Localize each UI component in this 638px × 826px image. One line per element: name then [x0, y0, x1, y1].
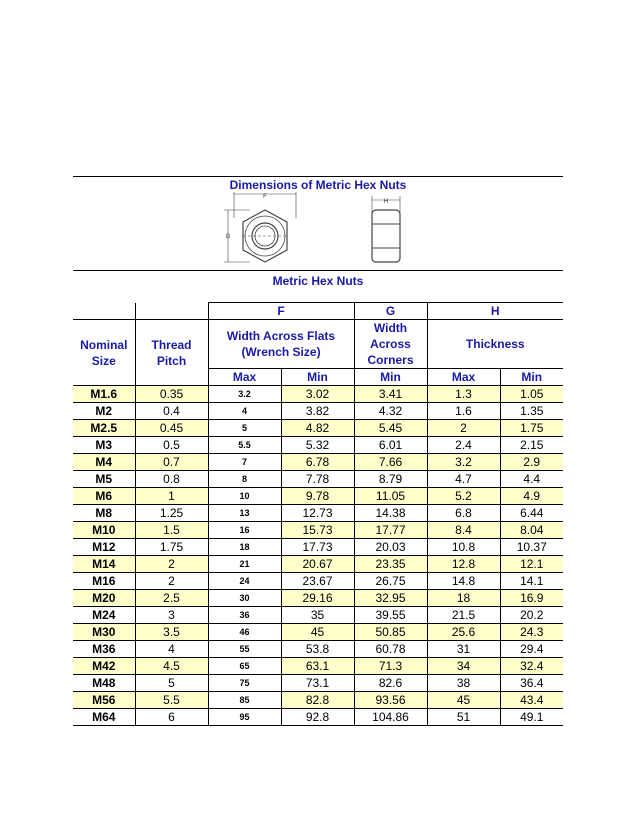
h-max-cell: 8.4 — [427, 522, 500, 539]
subtitle-rule — [73, 270, 563, 271]
size-cell: M16 — [73, 573, 135, 590]
pitch-cell: 0.45 — [135, 420, 208, 437]
size-cell: M3 — [73, 437, 135, 454]
h-min-cell: 8.04 — [500, 522, 563, 539]
f-min-cell: 35 — [281, 607, 354, 624]
table-row — [73, 386, 563, 403]
size-cell: M12 — [73, 539, 135, 556]
h-min-cell: 10.37 — [500, 539, 563, 556]
table-row — [73, 675, 563, 692]
table-row — [73, 437, 563, 454]
h-min-cell: 14.1 — [500, 573, 563, 590]
width-across-flats-header — [208, 320, 354, 369]
size-cell: M10 — [73, 522, 135, 539]
h-min-cell: 6.44 — [500, 505, 563, 522]
f-dimension-label: F — [263, 194, 267, 200]
table-row — [73, 692, 563, 709]
f-min-cell: 53.8 — [281, 641, 354, 658]
hex-nut-side-view — [372, 196, 400, 262]
h-min-cell: 4.4 — [500, 471, 563, 488]
pitch-cell: 3.5 — [135, 624, 208, 641]
f-max-cell: 13 — [208, 505, 281, 522]
size-cell: M20 — [73, 590, 135, 607]
g-min-cell: 7.66 — [354, 454, 427, 471]
h-min-header: Min — [500, 369, 563, 386]
g-min-cell: 71.3 — [354, 658, 427, 675]
g-min-cell: 4.32 — [354, 403, 427, 420]
size-cell: M42 — [73, 658, 135, 675]
h-min-cell: 32.4 — [500, 658, 563, 675]
g-min-cell: 26.75 — [354, 573, 427, 590]
table-row — [73, 522, 563, 539]
f-min-header: Min — [281, 369, 354, 386]
thread-pitch-header — [135, 320, 208, 386]
pitch-cell: 1.75 — [135, 539, 208, 556]
size-cell: M2.5 — [73, 420, 135, 437]
pitch-cell: 5.5 — [135, 692, 208, 709]
f-min-cell: 73.1 — [281, 675, 354, 692]
h-max-cell: 18 — [427, 590, 500, 607]
table-row — [73, 454, 563, 471]
thread-header-line2: Pitch — [156, 353, 187, 368]
nominal-header-line1: Nominal — [80, 337, 128, 352]
g-min-cell: 32.95 — [354, 590, 427, 607]
f-max-cell: 3.2 — [208, 386, 281, 403]
top-rule — [73, 176, 563, 177]
f-min-cell: 92.8 — [281, 709, 354, 726]
g-min-cell: 104.86 — [354, 709, 427, 726]
f-min-cell: 15.73 — [281, 522, 354, 539]
h-min-cell: 2.15 — [500, 437, 563, 454]
h-max-cell: 2.4 — [427, 437, 500, 454]
h-min-cell: 43.4 — [500, 692, 563, 709]
pitch-cell: 0.7 — [135, 454, 208, 471]
f-max-cell: 16 — [208, 522, 281, 539]
h-max-cell: 21.5 — [427, 607, 500, 624]
f-max-cell: 5.5 — [208, 437, 281, 454]
f-max-cell: 36 — [208, 607, 281, 624]
pitch-cell: 0.5 — [135, 437, 208, 454]
table-row — [73, 590, 563, 607]
hex-nut-diagram — [220, 192, 420, 268]
h-max-cell: 6.8 — [427, 505, 500, 522]
g-header-line2: Across — [370, 337, 411, 351]
column-group-h: H — [427, 303, 563, 320]
f-header-line1: Width Across Flats — [226, 329, 336, 343]
hex-nut-front-view — [224, 192, 296, 262]
f-header-line2: (Wrench Size) — [241, 345, 321, 359]
h-min-cell: 49.1 — [500, 709, 563, 726]
size-cell: M56 — [73, 692, 135, 709]
table-row — [73, 556, 563, 573]
h-max-cell: 25.6 — [427, 624, 500, 641]
pitch-cell: 0.8 — [135, 471, 208, 488]
f-max-cell: 65 — [208, 658, 281, 675]
pitch-cell: 5 — [135, 675, 208, 692]
f-min-cell: 45 — [281, 624, 354, 641]
g-min-cell: 39.55 — [354, 607, 427, 624]
h-max-cell: 51 — [427, 709, 500, 726]
h-max-cell: 3.2 — [427, 454, 500, 471]
h-min-cell: 2.9 — [500, 454, 563, 471]
g-min-cell: 8.79 — [354, 471, 427, 488]
size-cell: M2 — [73, 403, 135, 420]
f-max-cell: 30 — [208, 590, 281, 607]
f-min-cell: 23.67 — [281, 573, 354, 590]
h-min-cell: 1.35 — [500, 403, 563, 420]
column-group-g: G — [354, 303, 427, 320]
h-max-cell: 34 — [427, 658, 500, 675]
width-across-corners-header — [354, 320, 427, 369]
h-max-cell: 14.8 — [427, 573, 500, 590]
g-dimension-label: G — [225, 234, 231, 240]
size-cell: M64 — [73, 709, 135, 726]
g-min-cell: 11.05 — [354, 488, 427, 505]
h-min-cell: 29.4 — [500, 641, 563, 658]
g-min-cell: 50.85 — [354, 624, 427, 641]
size-cell: M48 — [73, 675, 135, 692]
h-min-cell: 24.3 — [500, 624, 563, 641]
pitch-cell: 6 — [135, 709, 208, 726]
f-min-cell: 9.78 — [281, 488, 354, 505]
size-cell: M36 — [73, 641, 135, 658]
h-min-cell: 16.9 — [500, 590, 563, 607]
f-max-cell: 95 — [208, 709, 281, 726]
size-cell: M5 — [73, 471, 135, 488]
g-min-cell: 3.41 — [354, 386, 427, 403]
g-min-cell: 23.35 — [354, 556, 427, 573]
size-cell: M24 — [73, 607, 135, 624]
table-row — [73, 658, 563, 675]
g-min-cell: 20.03 — [354, 539, 427, 556]
g-min-header: Min — [354, 369, 427, 386]
pitch-cell: 1 — [135, 488, 208, 505]
h-max-cell: 45 — [427, 692, 500, 709]
h-min-cell: 36.4 — [500, 675, 563, 692]
f-max-cell: 10 — [208, 488, 281, 505]
pitch-cell: 3 — [135, 607, 208, 624]
h-max-cell: 31 — [427, 641, 500, 658]
f-max-cell: 24 — [208, 573, 281, 590]
spacer-cell — [135, 303, 208, 320]
table-row — [73, 505, 563, 522]
f-max-cell: 8 — [208, 471, 281, 488]
f-min-cell: 12.73 — [281, 505, 354, 522]
f-max-header: Max — [208, 369, 281, 386]
table-row — [73, 471, 563, 488]
h-max-cell: 10.8 — [427, 539, 500, 556]
h-max-header: Max — [427, 369, 500, 386]
f-max-cell: 5 — [208, 420, 281, 437]
table-body — [73, 386, 563, 726]
f-max-cell: 21 — [208, 556, 281, 573]
g-min-cell: 5.45 — [354, 420, 427, 437]
h-min-cell: 20.2 — [500, 607, 563, 624]
f-max-cell: 7 — [208, 454, 281, 471]
f-min-cell: 3.82 — [281, 403, 354, 420]
size-cell: M8 — [73, 505, 135, 522]
f-min-cell: 17.73 — [281, 539, 354, 556]
page-title: Dimensions of Metric Hex Nuts — [229, 178, 407, 192]
f-min-cell: 5.32 — [281, 437, 354, 454]
pitch-cell: 4.5 — [135, 658, 208, 675]
f-min-cell: 7.78 — [281, 471, 354, 488]
f-max-cell: 85 — [208, 692, 281, 709]
h-max-cell: 5.2 — [427, 488, 500, 505]
nominal-header-line2: Size — [91, 353, 116, 368]
f-min-cell: 3.02 — [281, 386, 354, 403]
pitch-cell: 2 — [135, 573, 208, 590]
f-max-cell: 18 — [208, 539, 281, 556]
h-dimension-label: H — [383, 199, 389, 205]
h-max-cell: 2 — [427, 420, 500, 437]
h-min-cell: 1.75 — [500, 420, 563, 437]
table-row — [73, 403, 563, 420]
thickness-header: Thickness — [427, 320, 563, 369]
h-min-cell: 1.05 — [500, 386, 563, 403]
f-max-cell: 4 — [208, 403, 281, 420]
table-row — [73, 709, 563, 726]
f-min-cell: 63.1 — [281, 658, 354, 675]
pitch-cell: 1.25 — [135, 505, 208, 522]
f-min-cell: 29.16 — [281, 590, 354, 607]
table-row — [73, 573, 563, 590]
table-row — [73, 607, 563, 624]
table-row — [73, 641, 563, 658]
size-cell: M4 — [73, 454, 135, 471]
f-min-cell: 20.67 — [281, 556, 354, 573]
h-max-cell: 38 — [427, 675, 500, 692]
g-min-cell: 17.77 — [354, 522, 427, 539]
size-cell: M14 — [73, 556, 135, 573]
size-cell: M30 — [73, 624, 135, 641]
f-min-cell: 6.78 — [281, 454, 354, 471]
h-max-cell: 1.6 — [427, 403, 500, 420]
f-min-cell: 82.8 — [281, 692, 354, 709]
table-row — [73, 539, 563, 556]
column-group-f: F — [208, 303, 354, 320]
pitch-cell: 0.4 — [135, 403, 208, 420]
size-cell: M1.6 — [73, 386, 135, 403]
h-min-cell: 12.1 — [500, 556, 563, 573]
f-max-cell: 75 — [208, 675, 281, 692]
pitch-cell: 0.35 — [135, 386, 208, 403]
table-row — [73, 488, 563, 505]
h-max-cell: 4.7 — [427, 471, 500, 488]
g-min-cell: 60.78 — [354, 641, 427, 658]
h-max-cell: 1.3 — [427, 386, 500, 403]
spacer-cell — [73, 303, 135, 320]
table-title: Metric Hex Nuts — [272, 274, 364, 288]
thread-header-line1: Thread — [151, 337, 192, 352]
g-header-line3: Corners — [367, 353, 414, 367]
g-min-cell: 82.6 — [354, 675, 427, 692]
pitch-cell: 4 — [135, 641, 208, 658]
g-min-cell: 14.38 — [354, 505, 427, 522]
table-row — [73, 624, 563, 641]
f-min-cell: 4.82 — [281, 420, 354, 437]
pitch-cell: 1.5 — [135, 522, 208, 539]
hex-nut-table — [73, 302, 563, 726]
g-header-line1: Width — [373, 321, 408, 335]
h-min-cell: 4.9 — [500, 488, 563, 505]
f-max-cell: 46 — [208, 624, 281, 641]
g-min-cell: 93.56 — [354, 692, 427, 709]
pitch-cell: 2 — [135, 556, 208, 573]
table-row — [73, 420, 563, 437]
pitch-cell: 2.5 — [135, 590, 208, 607]
size-cell: M6 — [73, 488, 135, 505]
nominal-size-header — [73, 320, 135, 386]
h-max-cell: 12.8 — [427, 556, 500, 573]
f-max-cell: 55 — [208, 641, 281, 658]
g-min-cell: 6.01 — [354, 437, 427, 454]
